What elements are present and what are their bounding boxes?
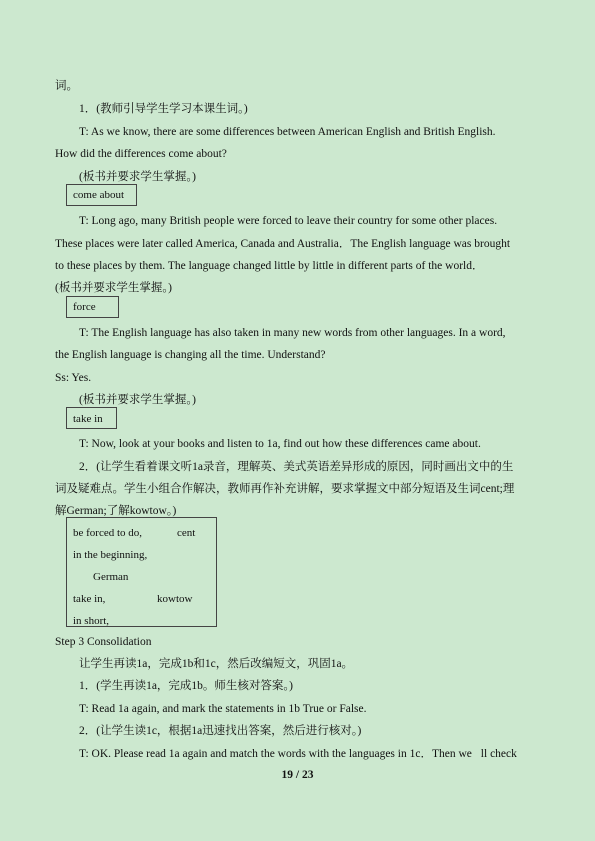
vocab-phrase: take in, xyxy=(73,593,106,605)
vocab-phrase: in the beginning, xyxy=(73,549,148,561)
text-line: (板书并要求学生掌握。) xyxy=(79,394,196,406)
vocab-word: German xyxy=(93,571,129,583)
text-line: 解German;了解kowtow。) xyxy=(55,505,177,517)
vocab-phrase: be forced to do, xyxy=(73,527,143,539)
text-line: T: Now, look at your books and listen to 1a, find out how these differences came about. xyxy=(79,438,481,450)
vocab-word: force xyxy=(73,301,96,313)
text-line: (板书并要求学生掌握。) xyxy=(79,171,196,183)
text-line: 让学生再读1a，完成1b和1c，然后改编短文，巩固1a。 xyxy=(79,658,354,670)
text-line: to these places by them. The language changed little by little in different parts of the world． xyxy=(55,260,484,272)
vocab-word: cent xyxy=(177,527,196,539)
text-line: 1．(教师引导学生学习本课生词。) xyxy=(79,103,248,115)
page-number: 19 / 23 xyxy=(281,769,314,781)
text-line: 1．(学生再读1a，完成1b。师生核对答案。) xyxy=(79,680,294,692)
vocab-phrase: in short, xyxy=(73,615,110,627)
text-line: T: The English language has also taken in many new words from other languages. In a word, xyxy=(79,327,506,339)
text-line: (板书并要求学生掌握。) xyxy=(55,282,172,294)
vocab-word: kowtow xyxy=(157,593,193,605)
text-line: 词及疑难点。学生小组合作解决，教师再作补充讲解，要求掌握文中部分短语及生词cent;理 xyxy=(55,483,515,495)
section-heading: Step 3 Consolidation xyxy=(55,636,152,648)
text-line: How did the differences come about? xyxy=(55,148,227,160)
vocab-summary-box xyxy=(66,517,217,627)
text-line: 词。 xyxy=(55,80,78,92)
text-line: 2．(让学生读1c，根据1a迅速找出答案，然后进行核对。) xyxy=(79,725,362,737)
vocab-box-take-in xyxy=(66,407,117,429)
text-line: T: As we know, there are some differences between American English and British English. xyxy=(79,126,496,138)
vocab-word: take in xyxy=(73,413,103,425)
text-line: 2．(让学生看着课文听1a录音，理解英、美式英语差异形成的原因，同时画出文中的生 xyxy=(79,461,514,473)
text-line: These places were later called America, Canada and Australia．The English language was brought xyxy=(55,238,511,250)
text-line: T: OK. Please read 1a again and match the words with the languages in 1c．Then we ll check xyxy=(79,748,517,760)
text-line: the English language is changing all the time. Understand? xyxy=(55,349,326,361)
text-line: Ss: Yes. xyxy=(55,372,92,384)
vocab-word: come about xyxy=(73,189,125,201)
text-line: T: Read 1a again, and mark the statements in 1b True or False. xyxy=(79,703,367,715)
text-line: T: Long ago, many British people were forced to leave their country for some other places. xyxy=(79,215,498,227)
vocab-box-come-about xyxy=(66,184,137,206)
vocab-box-force xyxy=(66,296,119,318)
